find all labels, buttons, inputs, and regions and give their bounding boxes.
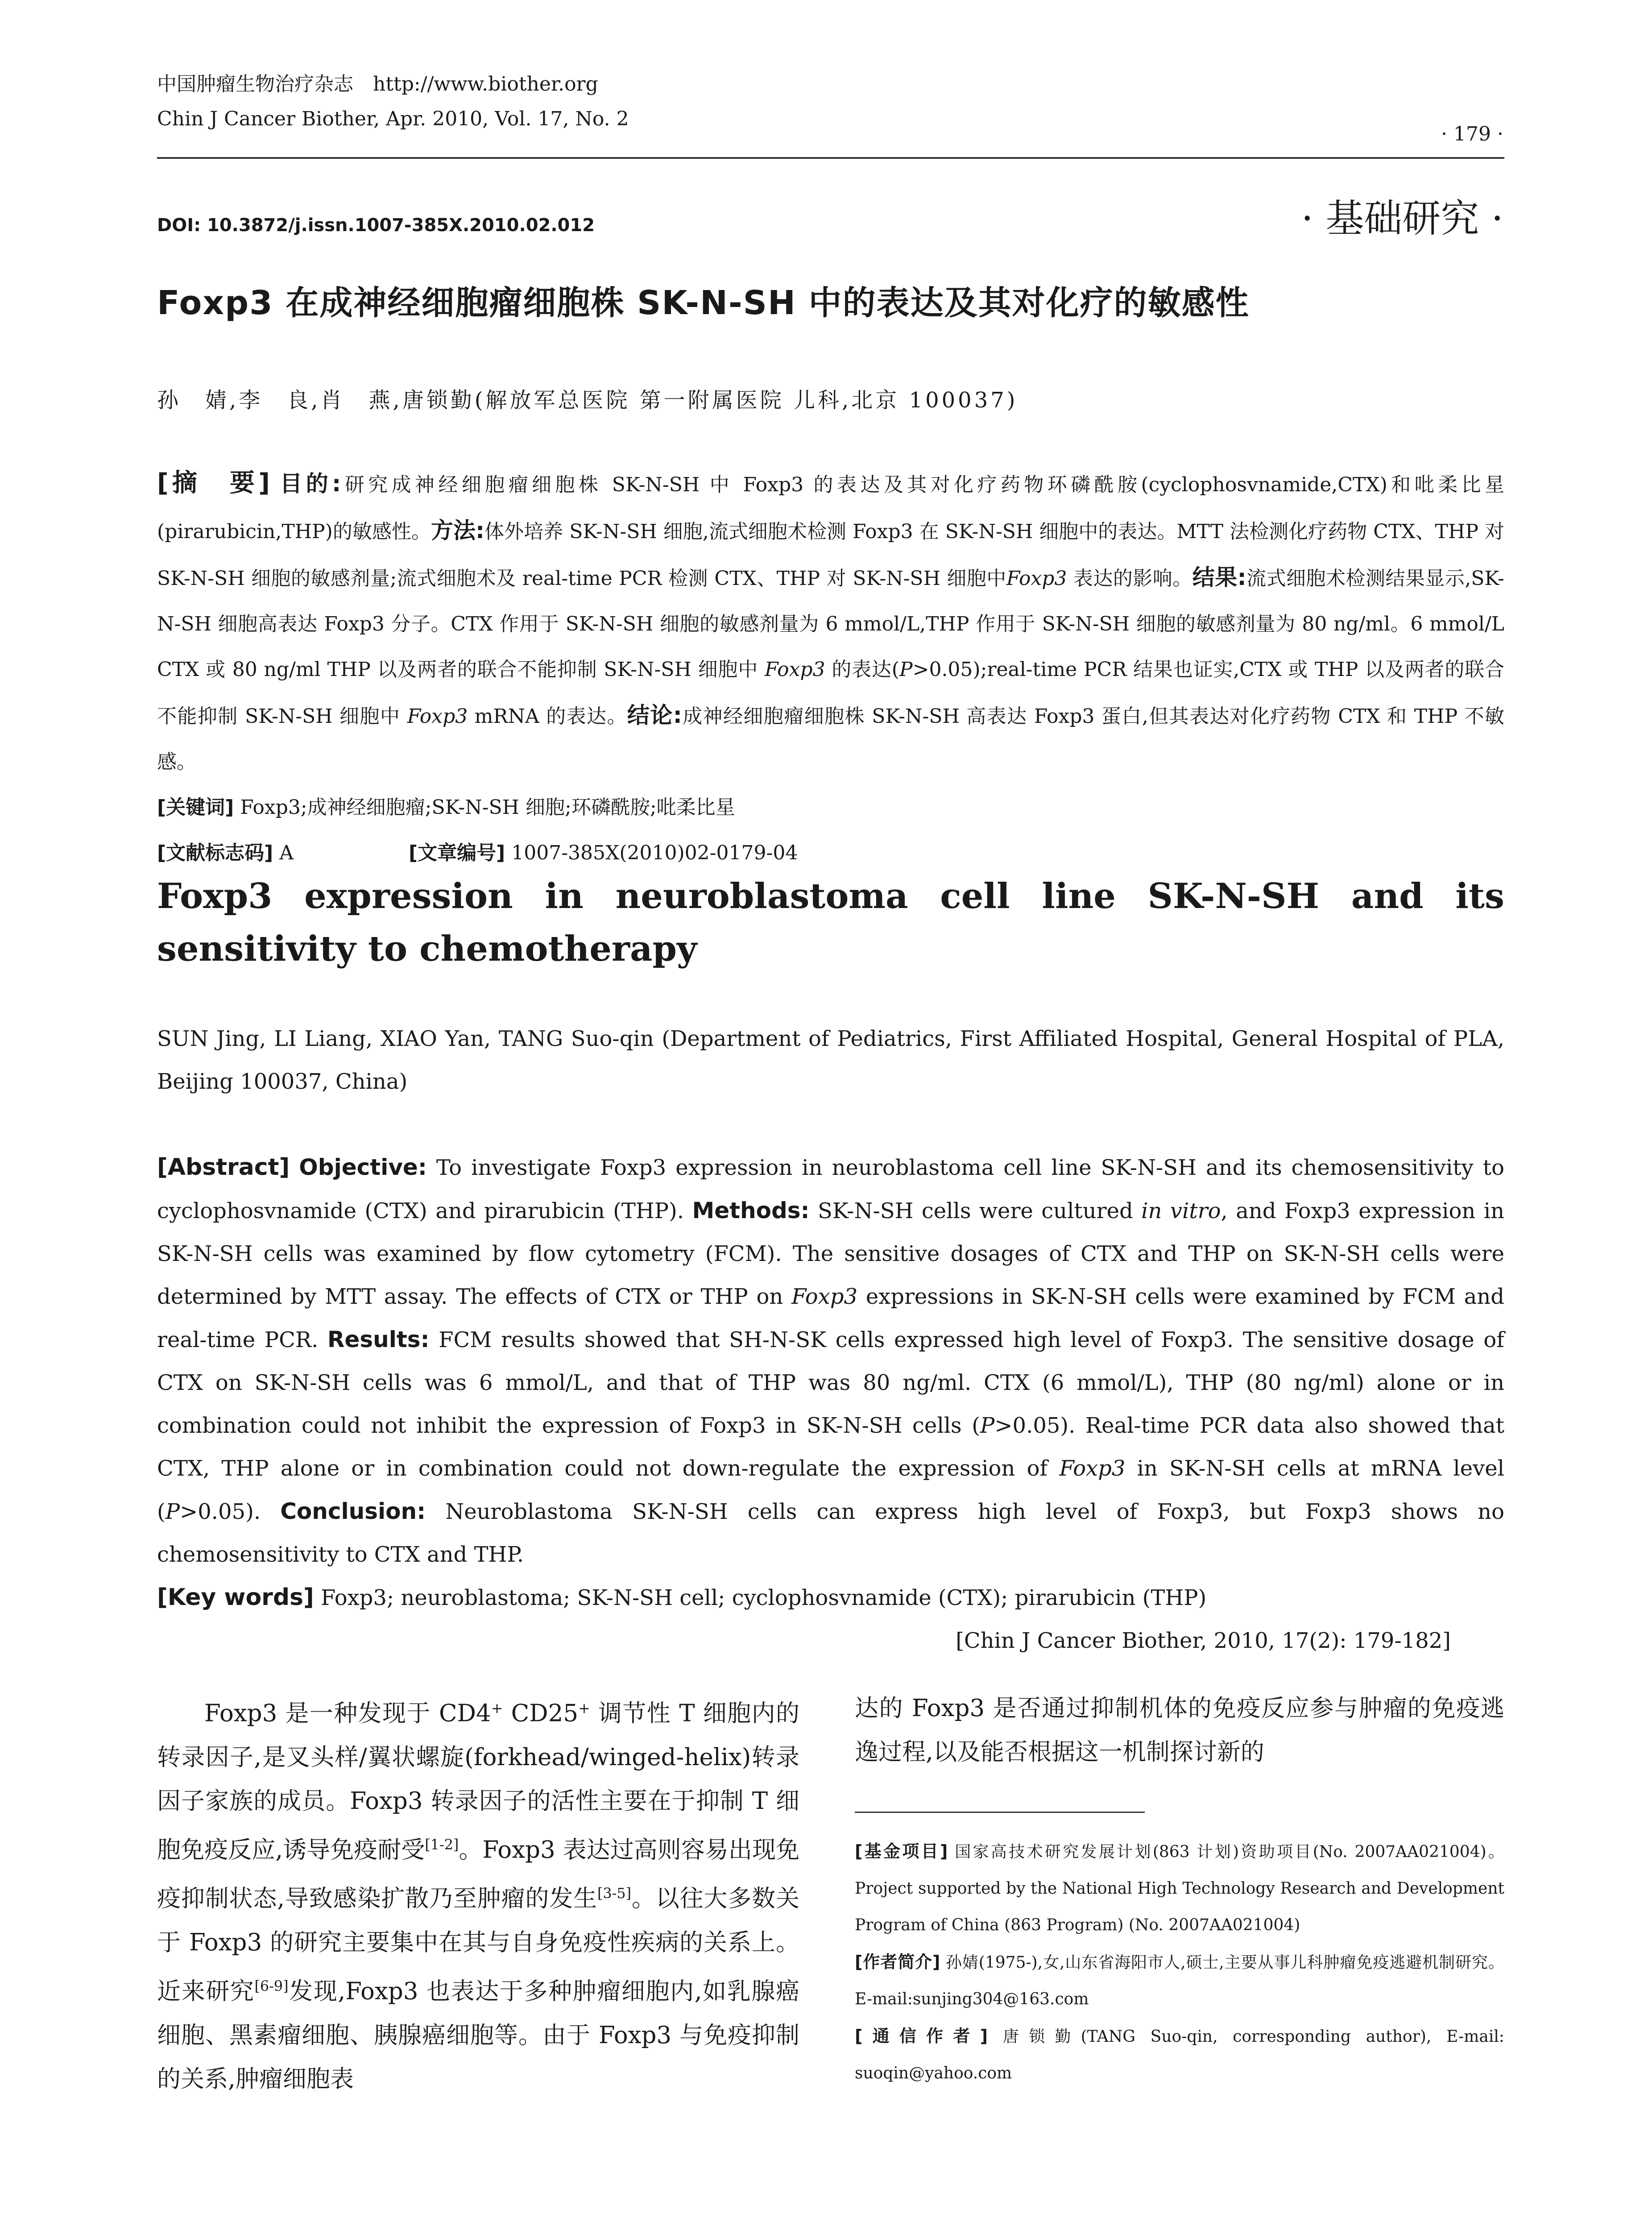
footnote-rule [855,1812,1145,1813]
footnotes [855,1833,1504,2092]
footnote-author [855,1944,1504,2018]
journal-name-cn: 中国肿瘤生物治疗杂志 http://www.biother.org [157,73,598,95]
keywords-en-text: Foxp3; neuroblastoma; SK-N-SH cell; cyclophosvnamide (CTX); pirarubicin (THP) [321,1585,1207,1610]
authors-en: SUN Jing, LI Liang, XIAO Yan, TANG Suo-qin (Department of Pediatrics, First Affiliated Hospital, General Hospital of PLA, Beijing 100037, China) [157,1026,1504,1094]
doc-codes [157,830,1504,876]
funding-label: [基金项目] [855,1841,948,1861]
superscript: + [578,1700,590,1717]
body-text: Foxp3 是一种发现于 CD4 [204,1700,491,1727]
methods-text-a: 体外培养 SK-N-SH 细胞,流式细胞术检测 Foxp3 在 SK-N-SH 细胞中的表达。MTT 法检测化疗药物 CTX、THP 对 SK-N-SH 细胞的敏感剂量;流式细胞术及 real-time PCR 检测 CTX、THP 对 SK-N-SH 细胞中 [157,520,1505,590]
header-rule [157,157,1504,159]
in-vitro: in vitro [1141,1198,1221,1223]
journal-issue-en: Chin J Cancer Biother, Apr. 2010, Vol. 17, No. 2 [157,108,629,130]
methods-en-gene: Foxp3 [791,1284,857,1309]
article-no: 1007-385X(2010)02-0179-04 [511,842,798,864]
results-en-c: in SK-N-SH cells at mRNA level ( [157,1456,1504,1524]
conclusion-en-label: Conclusion: [280,1498,426,1524]
citation-ref: [3-5] [597,1885,632,1902]
methods-en-a: SK-N-SH cells were cultured [809,1198,1142,1223]
keywords-cn-label: [关键词] [157,796,234,819]
results-text-c: >0.05);real-time PCR 结果也证实,CTX 或 THP 以及两者的联合不能抑制 SK-N-SH 细胞中 [157,658,1504,728]
keywords-cn [157,785,1504,830]
authors-cn: 孙 婧,李 良,肖 燕,唐锁勤(解放军总医院 第一附属医院 儿科,北京 100037) [157,388,1018,413]
keywords-en [157,1576,1504,1619]
journal-header [157,67,915,137]
body-col-1 [157,1687,799,2101]
results-gene-2: Foxp3 [407,705,468,728]
results-en-gene: Foxp3 [1059,1456,1126,1481]
keywords-cn-text: Foxp3;成神经细胞瘤;SK-N-SH 细胞;环磷酰胺;吡柔比星 [240,796,735,819]
title-cn: Foxp3 在成神经细胞瘤细胞株 SK-N-SH 中的表达及其对化疗的敏感性 [157,284,1250,322]
methods-en-label: Methods: [692,1198,810,1223]
doc-code-label: [文献标志码] [157,842,273,864]
corresponding-label: [通信作者] [855,2026,988,2046]
results-text-b: 的表达( [825,658,899,681]
citation-ref: [6-9] [254,1978,289,1995]
author-bio-label: [作者简介] [855,1952,940,1972]
citation-ref: [1-2] [425,1836,459,1853]
purpose-text: 研究成神经细胞瘤细胞株 SK-N-SH 中 Foxp3 的表达及其对化疗药物环磷酰胺(cyclophosvnamide,CTX)和吡柔比星(pirarubicin,THP)的敏感性。 [157,473,1504,543]
results-en-label: Results: [327,1327,430,1352]
footnote-funding [855,1833,1504,1944]
keywords-en-label: [Key words] [157,1584,314,1611]
section-label: · 基础研究 · [1301,196,1503,241]
results-en-a: FCM results showed that SH-N-SK cells expressed high level of Foxp3. The sensitive dosage of CTX on SK-N-SH cells was 6 mmol/L, and that of THP was 80 ng/ml. CTX (6 mmol/L), THP (80 ng/ml) alone or in combination could not inhibit the expression of Foxp3 in SK-N-SH cells ( [157,1327,1504,1438]
objective-text: To investigate Foxp3 expression in neuroblastoma cell line SK-N-SH and its chemosensitivity to cyclophosvnamide (CTX) and pirarubicin (THP). [157,1155,1504,1223]
conclusion-label: 结论: [627,702,682,728]
title-en: Foxp3 expression in neuroblastoma cell line SK-N-SH and its sensitivity to chemotherapy [157,876,1504,969]
results-p: P [899,658,913,681]
abstract-en-label: [Abstract] [157,1154,290,1181]
doi: DOI: 10.3872/j.issn.1007-385X.2010.02.012 [157,215,595,236]
funding-text: 国家高技术研究发展计划(863 计划)资助项目(No. 2007AA021004)。Project supported by the National High Technology Research and Development Program of China (863 Program) (No. 2007AA021004) [855,1843,1504,1934]
abstract-cn-label: [摘 要] [157,469,270,498]
body-text: CD25 [503,1700,579,1727]
doc-code: A [279,842,294,864]
purpose-label: 目的: [280,471,341,497]
methods-text-b: 表达的影响。 [1067,567,1192,590]
body-text: 发现,Foxp3 也表达于多种肿瘤细胞内,如乳腺癌细胞、黑素瘤细胞、胰腺癌细胞等。由于 Foxp3 与免疫抑制的关系,肿瘤细胞表 [157,1978,800,2093]
body-col-2: 达的 Foxp3 是否通过抑制机体的免疫反应参与肿瘤的免疫逃逸过程,以及能否根据这一机制探讨新的 [855,1695,1504,1766]
methods-en-c: expressions in SK-N-SH cells were examined by FCM and real-time PCR. [157,1284,1505,1352]
article-no-label: [文章编号] [409,842,505,864]
methods-gene: Foxp3 [1006,567,1067,590]
objective-label: Objective: [299,1154,427,1180]
superscript: + [491,1700,503,1717]
author-bio-text: 孙婧(1975-),女,山东省海阳市人,硕士,主要从事儿科肿瘤免疫逃避机制研究。E-mail:sunjing304@163.com [855,1953,1504,2008]
methods-label: 方法: [431,518,485,543]
citation: [Chin J Cancer Biother, 2010, 17(2): 179-182] [956,1628,1451,1653]
page-number: · 179 · [1441,123,1503,145]
body-text: 调节性 T 细胞内的转录因子,是叉头样/翼状螺旋(forkhead/winged-helix)转录因子家族的成员。Foxp3 转录因子的活性主要在于抑制 T 细胞免疫反应,诱导免疫耐受 [157,1700,799,1864]
abstract-cn [157,460,1504,876]
results-en-p2: P [165,1499,180,1524]
results-text-a: 流式细胞术检测结果显示,SK-N-SH 细胞高表达 Foxp3 分子。CTX 作用于 SK-N-SH 细胞的敏感剂量为 6 mmol/L,THP 作用于 SK-N-SH 细胞的敏感剂量为 80 ng/ml。6 mmol/L CTX 或 80 ng/ml THP 以及两者的联合不能抑制 SK-N-SH 细胞中 [157,567,1505,681]
results-en-b: >0.05). Real-time PCR data also showed that CTX, THP alone or in combination could not down-regulate the expression of [157,1413,1505,1481]
results-gene: Foxp3 [764,658,825,681]
footnote-corresponding [855,2018,1504,2092]
results-en-p: P [980,1413,995,1438]
abstract-en [157,1146,1504,1662]
conclusion-en-text: Neuroblastoma SK-N-SH cells can express high level of Foxp3, but Foxp3 shows no chemosensitivity to CTX and THP. [157,1499,1504,1567]
conclusion-text: 成神经细胞瘤细胞株 SK-N-SH 高表达 Foxp3 蛋白,但其表达对化疗药物 CTX 和 THP 不敏感。 [157,705,1504,773]
body-text: 。Foxp3 表达过高则容易出现免疫抑制状态,导致感染扩散乃至肿瘤的发生 [157,1836,799,1912]
body-text: 。以往大多数关于 Foxp3 的研究主要集中在其与自身免疫性疾病的关系上。近来研究 [157,1885,799,2005]
corresponding-text: 唐锁勤(TANG Suo-qin, corresponding author), E-mail: suoqin@yahoo.com [855,2028,1504,2082]
results-en-d: >0.05). [180,1499,281,1524]
results-text-d: mRNA 的表达。 [468,705,627,728]
results-label: 结果: [1192,564,1246,590]
methods-en-b: , and Foxp3 expression in SK-N-SH cells was examined by flow cytometry (FCM). The sensitive dosages of CTX and THP on SK-N-SH cells were determined by MTT assay. The effects of CTX or THP on [157,1198,1505,1309]
